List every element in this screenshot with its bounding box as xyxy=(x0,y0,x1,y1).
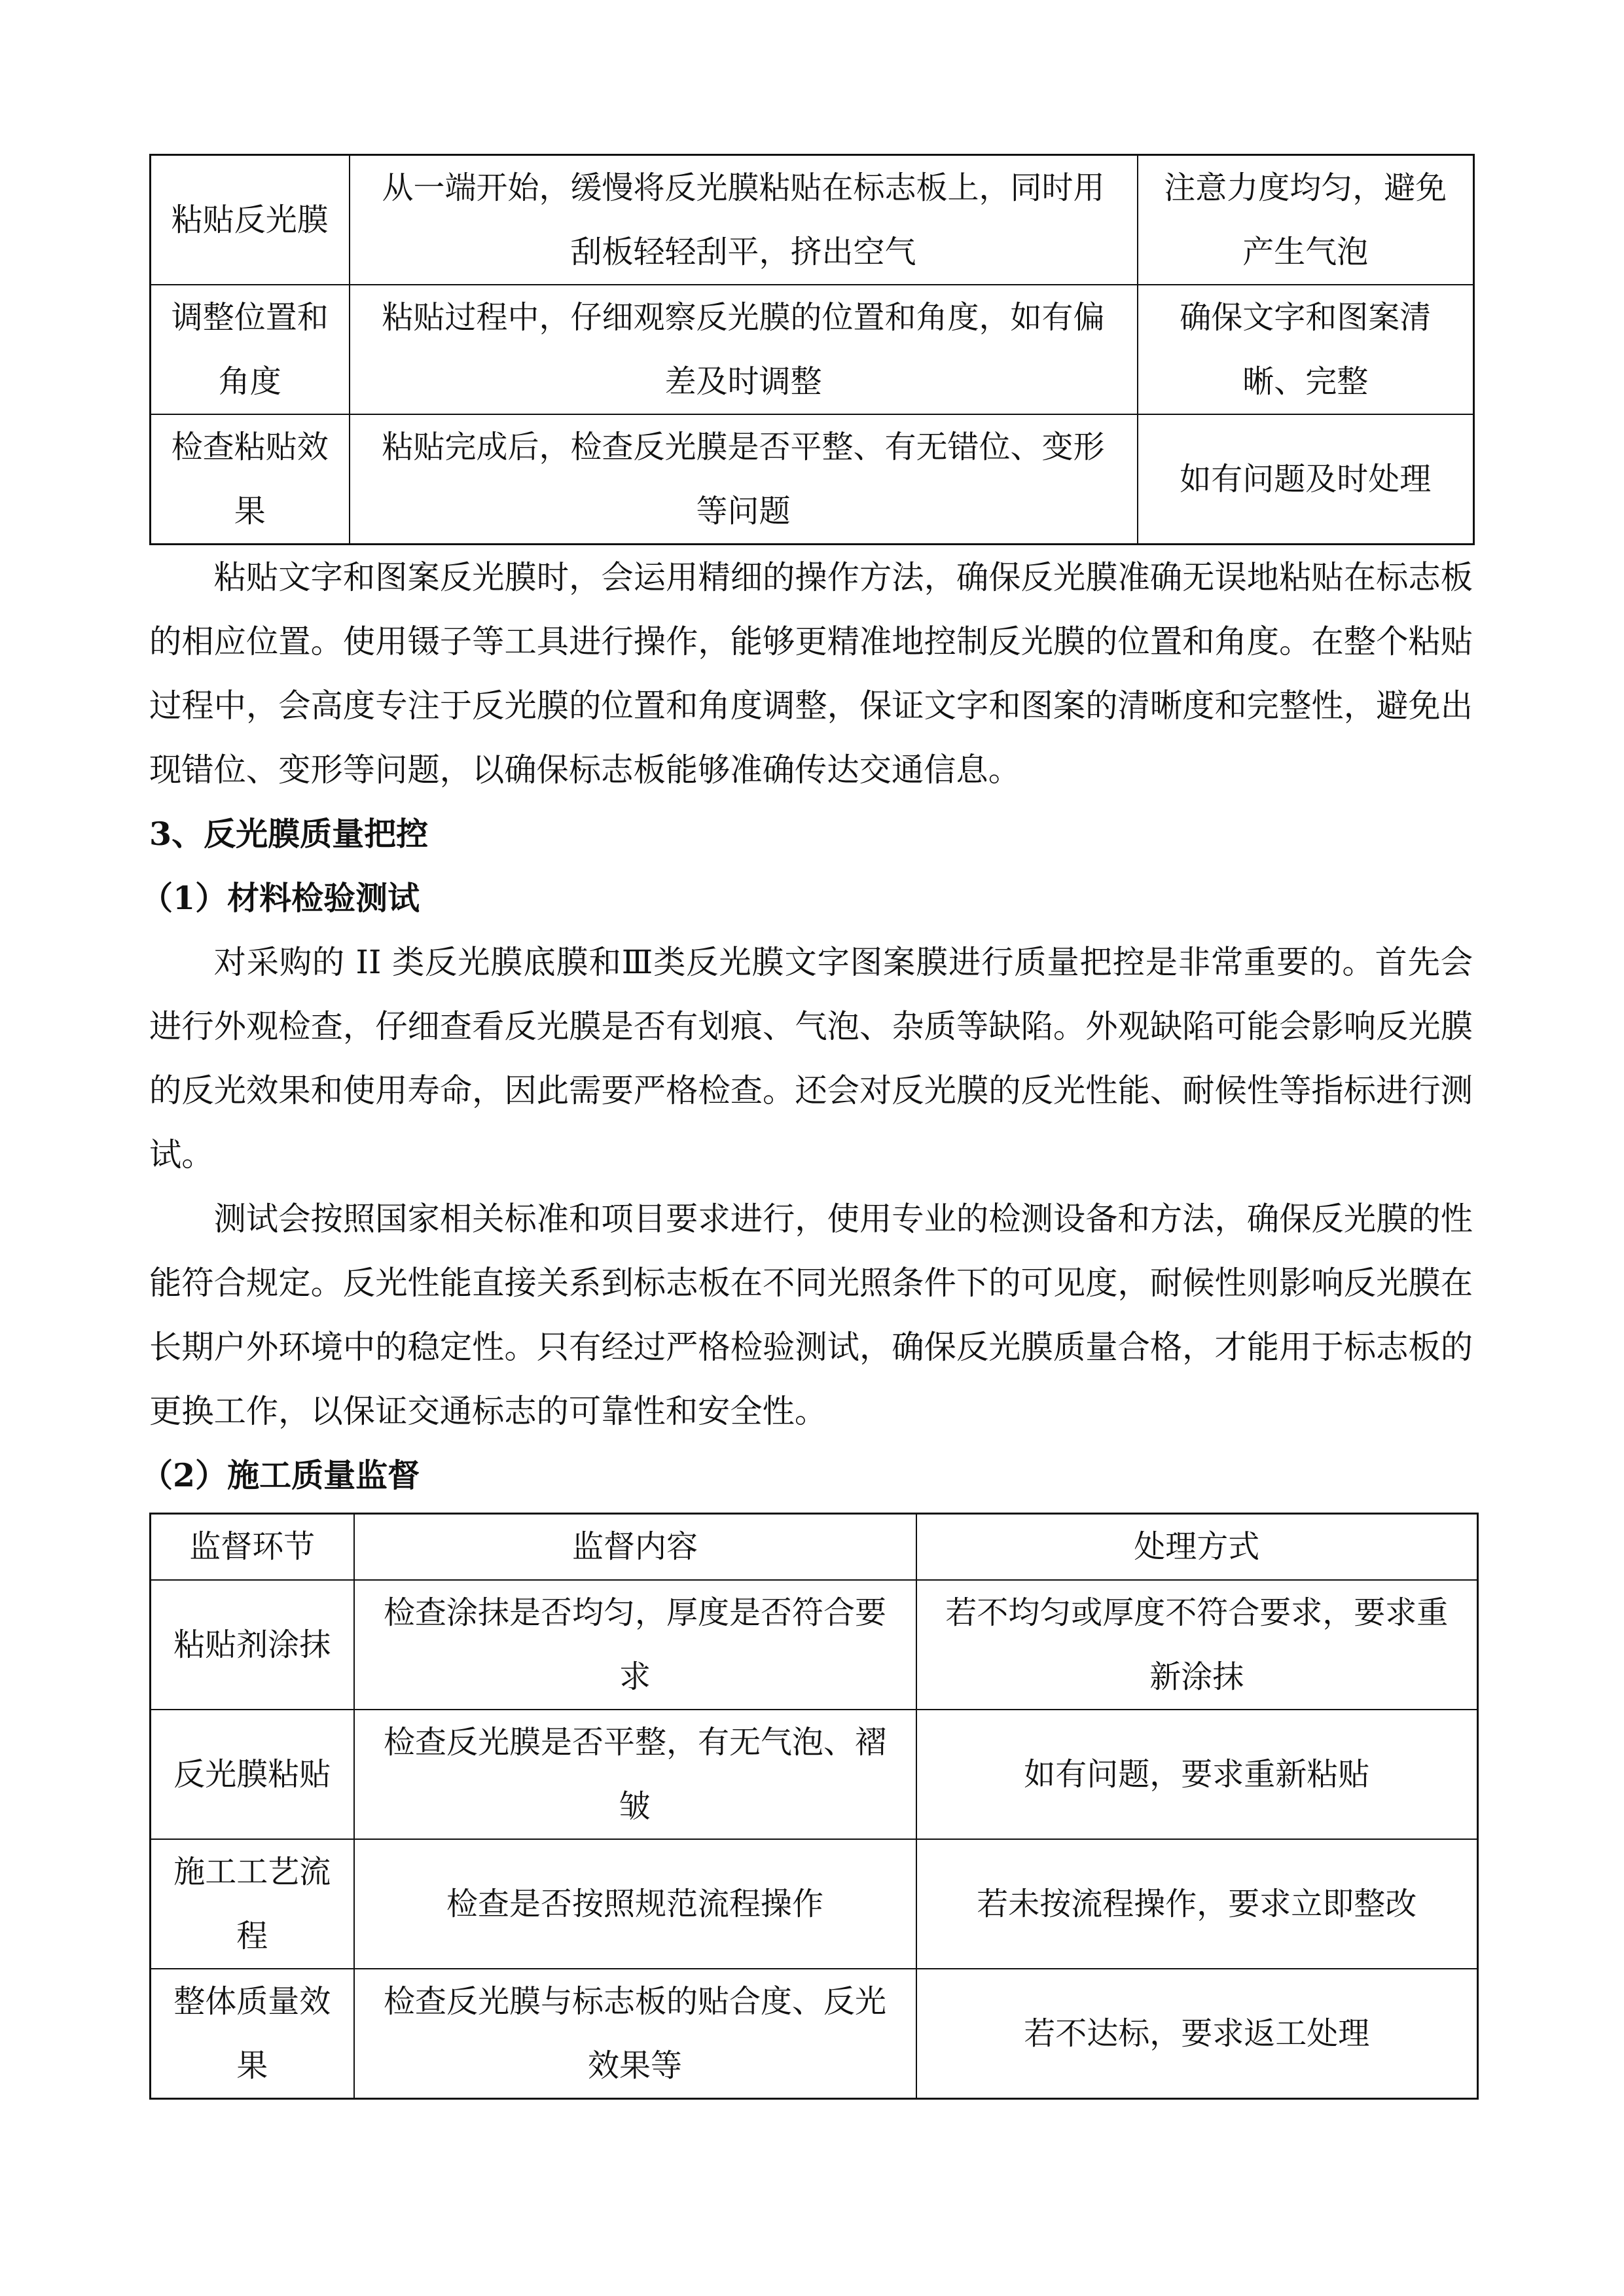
column-header: 监督环节 xyxy=(151,1514,354,1580)
table-cell: 检查粘贴效果 xyxy=(151,414,350,545)
table-row xyxy=(151,155,1474,285)
table-row xyxy=(151,1710,1478,1839)
table-cell: 施工工艺流程 xyxy=(151,1839,354,1969)
table-cell: 粘贴过程中，仔细观察反光膜的位置和角度，如有偏差及时调整 xyxy=(350,285,1138,414)
document-page xyxy=(141,154,1477,2100)
paragraph: 对采购的 II 类反光膜底膜和Ⅲ类反光膜文字图案膜进行质量把控是非常重要的。首先会进行外观检查，仔细查看反光膜是否有划痕、气泡、杂质等缺陷。外观缺陷可能会影响反光膜的反光效果和使用寿命，因此需要严格检查。还会对反光膜的反光性能、耐候性等指标进行测试。 xyxy=(149,943,1473,1174)
table-cell: 检查反光膜是否平整，有无气泡、褶皱 xyxy=(354,1710,916,1839)
table-cell: 从一端开始，缓慢将反光膜粘贴在标志板上，同时用刮板轻轻刮平，挤出空气 xyxy=(350,155,1138,285)
table-cell: 如有问题，要求重新粘贴 xyxy=(916,1710,1478,1839)
table-header-row xyxy=(151,1514,1478,1580)
table-row xyxy=(151,285,1474,414)
paragraph: 测试会按照国家相关标准和项目要求进行，使用专业的检测设备和方法，确保反光膜的性能符合规定。反光性能直接关系到标志板在不同光照条件下的可见度，耐候性则影响反光膜在长期户外环境中的稳定性。只有经过严格检验测试，确保反光膜质量合格，才能用于标志板的更换工作，以保证交通标志的可靠性和安全性。 xyxy=(149,1200,1473,1430)
table-cell: 检查反光膜与标志板的贴合度、反光效果等 xyxy=(354,1969,916,2099)
column-header: 处理方式 xyxy=(916,1514,1478,1580)
section-heading: 3、反光膜质量把控 xyxy=(149,815,429,853)
table-row xyxy=(151,1969,1478,2099)
table-cell: 粘贴反光膜 xyxy=(151,155,350,285)
table-row xyxy=(151,1580,1478,1710)
table-cell: 注意力度均匀，避免产生气泡 xyxy=(1138,155,1474,285)
quality-supervision-table xyxy=(149,1513,1479,2100)
table-cell: 如有问题及时处理 xyxy=(1138,414,1474,545)
paragraph: 粘贴文字和图案反光膜时，会运用精细的操作方法，确保反光膜准确无误地粘贴在标志板的相应位置。使用镊子等工具进行操作，能够更精准地控制反光膜的位置和角度。在整个粘贴过程中，会高度专注于反光膜的位置和角度调整，保证文字和图案的清晰度和完整性，避免出现错位、变形等问题，以确保标志板能够准确传达交通信息。 xyxy=(149,558,1473,789)
table-row xyxy=(151,1839,1478,1969)
table-cell: 调整位置和角度 xyxy=(151,285,350,414)
subsection-heading: （2）施工质量监督 xyxy=(141,1456,420,1494)
table-cell: 若不达标，要求返工处理 xyxy=(916,1969,1478,2099)
table-row xyxy=(151,414,1474,545)
table-cell: 检查涂抹是否均匀，厚度是否符合要求 xyxy=(354,1580,916,1710)
table-cell: 反光膜粘贴 xyxy=(151,1710,354,1839)
table-cell: 整体质量效果 xyxy=(151,1969,354,2099)
subsection-heading: （1）材料检验测试 xyxy=(141,879,420,917)
column-header: 监督内容 xyxy=(354,1514,916,1580)
table-cell: 确保文字和图案清晰、完整 xyxy=(1138,285,1474,414)
table-cell: 粘贴剂涂抹 xyxy=(151,1580,354,1710)
table-cell: 粘贴完成后，检查反光膜是否平整、有无错位、变形等问题 xyxy=(350,414,1138,545)
construction-steps-table xyxy=(149,154,1475,545)
table-cell: 若不均匀或厚度不符合要求，要求重新涂抹 xyxy=(916,1580,1478,1710)
table-cell: 若未按流程操作，要求立即整改 xyxy=(916,1839,1478,1969)
table-cell: 检查是否按照规范流程操作 xyxy=(354,1839,916,1969)
